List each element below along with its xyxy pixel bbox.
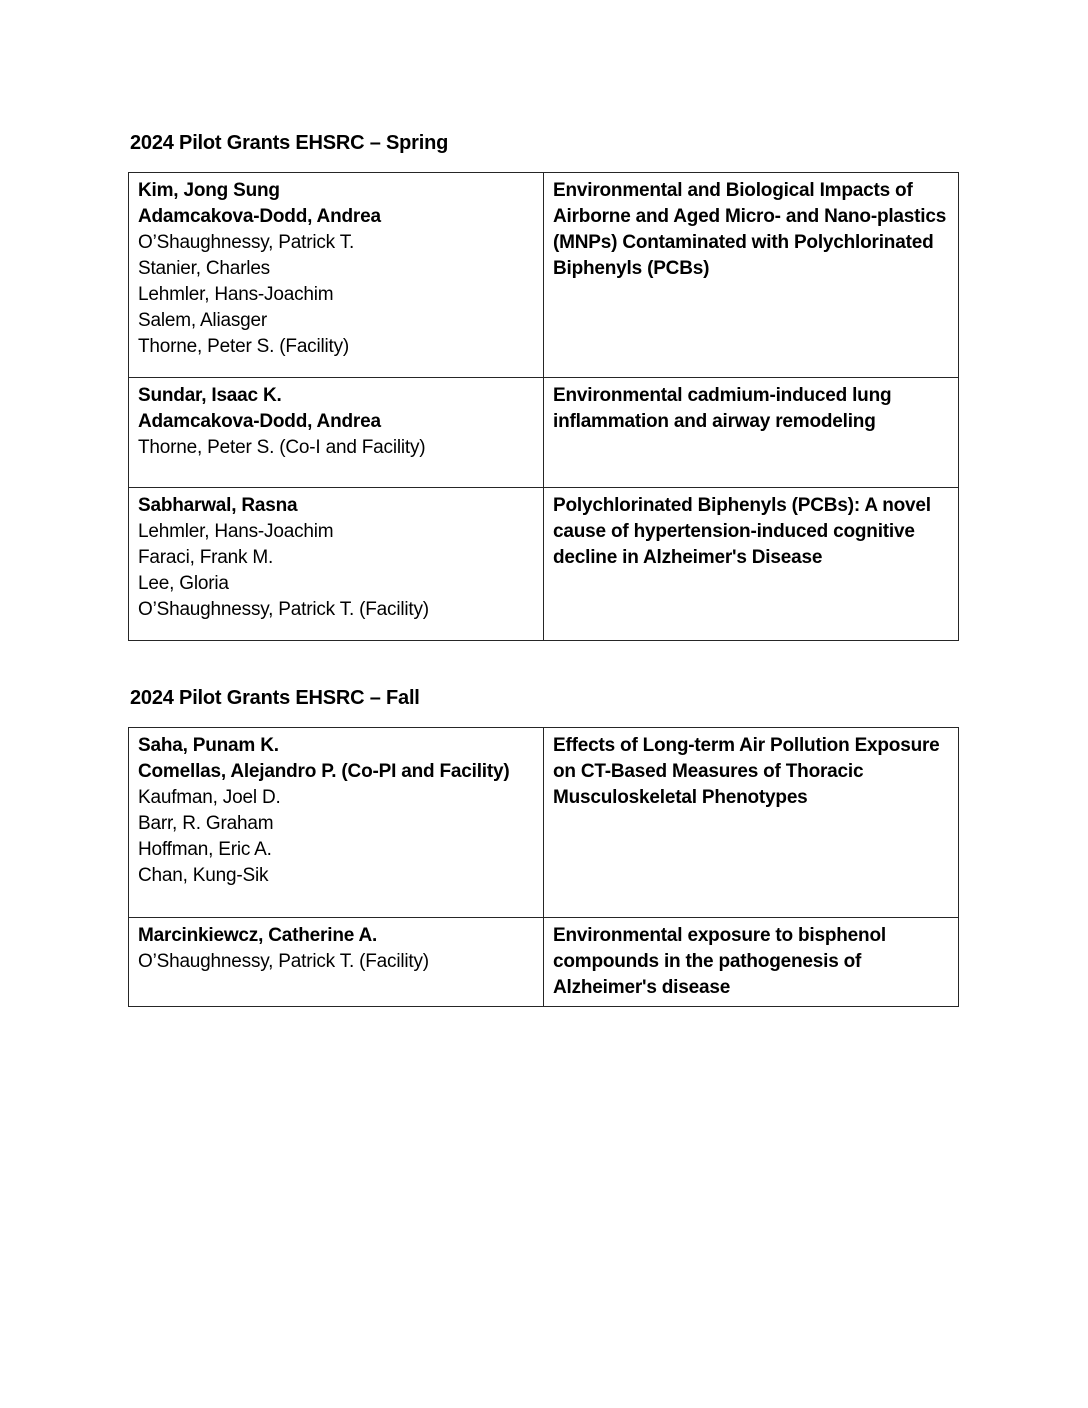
investigator-name: Adamcakova-Dodd, Andrea bbox=[138, 411, 381, 432]
project-title: Environmental and Biological Impacts of Airborne and Aged Micro- and Nano-plastics (MNPs) Contaminated with Polychlorinated Biphenyls (PCBs) bbox=[553, 180, 947, 279]
investigator-name: Hoffman, Eric A. bbox=[138, 839, 272, 860]
project-title: Environmental cadmium-induced lung inflammation and airway remodeling bbox=[553, 385, 892, 432]
project-title: Environmental exposure to bisphenol compounds in the pathogenesis of Alzheimer's disease bbox=[553, 925, 886, 998]
investigator-name: Sundar, Isaac K. bbox=[138, 385, 282, 406]
investigator-name: O’Shaughnessy, Patrick T. bbox=[138, 232, 355, 253]
investigator-name: Comellas, Alejandro P. (Co-PI and Facility) bbox=[138, 761, 510, 782]
project-title-cell bbox=[544, 173, 959, 378]
project-title-cell bbox=[544, 728, 959, 918]
investigator-name: O’Shaughnessy, Patrick T. (Facility) bbox=[138, 599, 429, 620]
investigator-name: Lee, Gloria bbox=[138, 573, 229, 594]
investigator-name: Kim, Jong Sung bbox=[138, 180, 280, 201]
project-title: Effects of Long-term Air Pollution Exposure on CT-Based Measures of Thoracic Musculoskeletal Phenotypes bbox=[553, 735, 940, 808]
investigator-name: Thorne, Peter S. (Co-I and Facility) bbox=[138, 437, 426, 458]
grant-row bbox=[129, 378, 959, 488]
section-heading: 2024 Pilot Grants EHSRC – Spring bbox=[130, 132, 449, 154]
investigators-cell bbox=[129, 918, 544, 1007]
project-title-cell bbox=[544, 488, 959, 641]
section-heading: 2024 Pilot Grants EHSRC – Fall bbox=[130, 687, 420, 709]
project-title: Polychlorinated Biphenyls (PCBs): A novel cause of hypertension-induced cognitive decline in Alzheimer's Disease bbox=[553, 495, 931, 568]
grant-row bbox=[129, 173, 959, 378]
investigator-name: O’Shaughnessy, Patrick T. (Facility) bbox=[138, 951, 429, 972]
investigator-name: Stanier, Charles bbox=[138, 258, 270, 279]
investigator-name: Barr, R. Graham bbox=[138, 813, 274, 834]
investigator-name: Adamcakova-Dodd, Andrea bbox=[138, 206, 381, 227]
grant-row bbox=[129, 728, 959, 918]
investigators-cell bbox=[129, 728, 544, 918]
investigator-name: Chan, Kung-Sik bbox=[138, 865, 269, 886]
project-title-cell bbox=[544, 918, 959, 1007]
investigator-name: Saha, Punam K. bbox=[138, 735, 279, 756]
investigators-cell bbox=[129, 378, 544, 488]
grants-table bbox=[128, 727, 959, 1007]
investigator-name: Marcinkiewcz, Catherine A. bbox=[138, 925, 378, 946]
project-title-cell bbox=[544, 378, 959, 488]
investigator-name: Sabharwal, Rasna bbox=[138, 495, 298, 516]
investigator-name: Kaufman, Joel D. bbox=[138, 787, 281, 808]
investigator-name: Lehmler, Hans-Joachim bbox=[138, 521, 334, 542]
grant-row bbox=[129, 918, 959, 1007]
document-content bbox=[128, 130, 958, 1051]
investigators-cell bbox=[129, 488, 544, 641]
investigator-name: Salem, Aliasger bbox=[138, 310, 268, 331]
grant-row bbox=[129, 488, 959, 641]
investigators-cell bbox=[129, 173, 544, 378]
investigator-name: Thorne, Peter S. (Facility) bbox=[138, 336, 350, 357]
grants-table bbox=[128, 172, 959, 641]
investigator-name: Lehmler, Hans-Joachim bbox=[138, 284, 334, 305]
investigator-name: Faraci, Frank M. bbox=[138, 547, 274, 568]
